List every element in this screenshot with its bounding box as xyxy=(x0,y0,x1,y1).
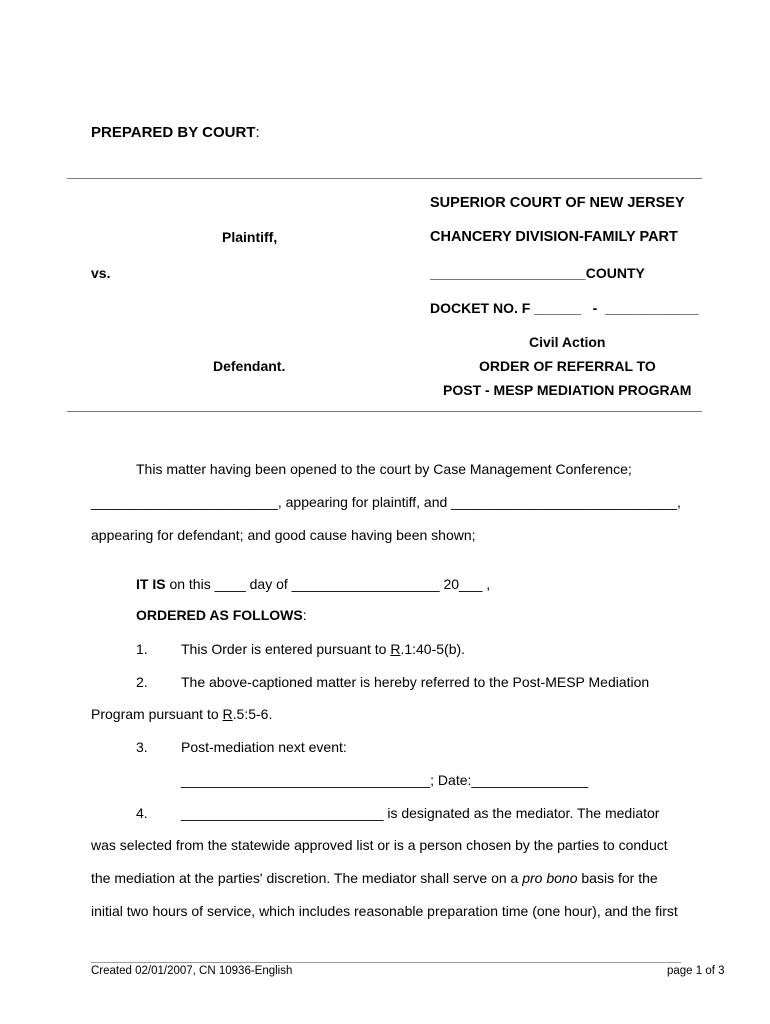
item-2-number: 2. xyxy=(136,674,148,690)
item-1-number: 1. xyxy=(136,641,148,657)
versus-label: vs. xyxy=(91,265,111,281)
footer-created: Created 02/01/2007, CN 10936-English xyxy=(91,965,293,977)
docket-number: DOCKET NO. F ______ - ____________ xyxy=(430,300,699,316)
item-3-number: 3. xyxy=(136,739,148,755)
item-3-event-line: ________________________________; Date:_______________ xyxy=(181,772,589,788)
defendant-label: Defendant. xyxy=(213,358,286,374)
court-name: SUPERIOR COURT OF NEW JERSEY xyxy=(430,195,685,211)
caption-top-rule xyxy=(67,178,702,179)
item-2-continuation: Program pursuant to R.5:5-6. xyxy=(91,706,273,722)
civil-action-label: Civil Action xyxy=(529,334,606,350)
item-3-text: Post-mediation next event: xyxy=(181,739,347,755)
item-4-line-3: the mediation at the parties' discretion. The mediator shall serve on a pro bono basis for the xyxy=(91,870,658,886)
item-1-text: This Order is entered pursuant to R.1:40-5(b). xyxy=(181,641,466,657)
item-2-text: The above-captioned matter is hereby referred to the Post-MESP Mediation xyxy=(181,674,650,690)
ordered-heading: ORDERED AS FOLLOWS: xyxy=(136,607,307,623)
paragraph-appearances: ________________________, appearing for plaintiff, and _____________________________, xyxy=(91,494,681,510)
caption-bottom-rule xyxy=(67,411,702,412)
prepared-by-heading: PREPARED BY COURT: xyxy=(91,124,260,141)
division-name: CHANCERY DIVISION-FAMILY PART xyxy=(430,229,678,245)
item-4-line-2: was selected from the statewide approved list or is a person chosen by the parties to conduct xyxy=(91,837,668,853)
plaintiff-label: Plaintiff, xyxy=(222,229,278,245)
footer-page-number: page 1 of 3 xyxy=(667,965,725,977)
item-4-line-4: initial two hours of service, which includes reasonable preparation time (one hour), and the first xyxy=(91,903,678,919)
county-line: ____________________COUNTY xyxy=(430,265,645,281)
paragraph-good-cause: appearing for defendant; and good cause having been shown; xyxy=(91,527,476,543)
footer-rule xyxy=(91,962,681,963)
it-is-line: IT IS on this ____ day of ___________________ 20___ , xyxy=(136,576,491,592)
order-title-line-2: POST - MESP MEDIATION PROGRAM xyxy=(443,382,692,398)
paragraph-opening: This matter having been opened to the court by Case Management Conference; xyxy=(136,461,632,477)
item-4-text: __________________________ is designated as the mediator. The mediator xyxy=(181,805,660,821)
item-4-number: 4. xyxy=(136,805,148,821)
order-title-line-1: ORDER OF REFERRAL TO xyxy=(479,358,656,374)
